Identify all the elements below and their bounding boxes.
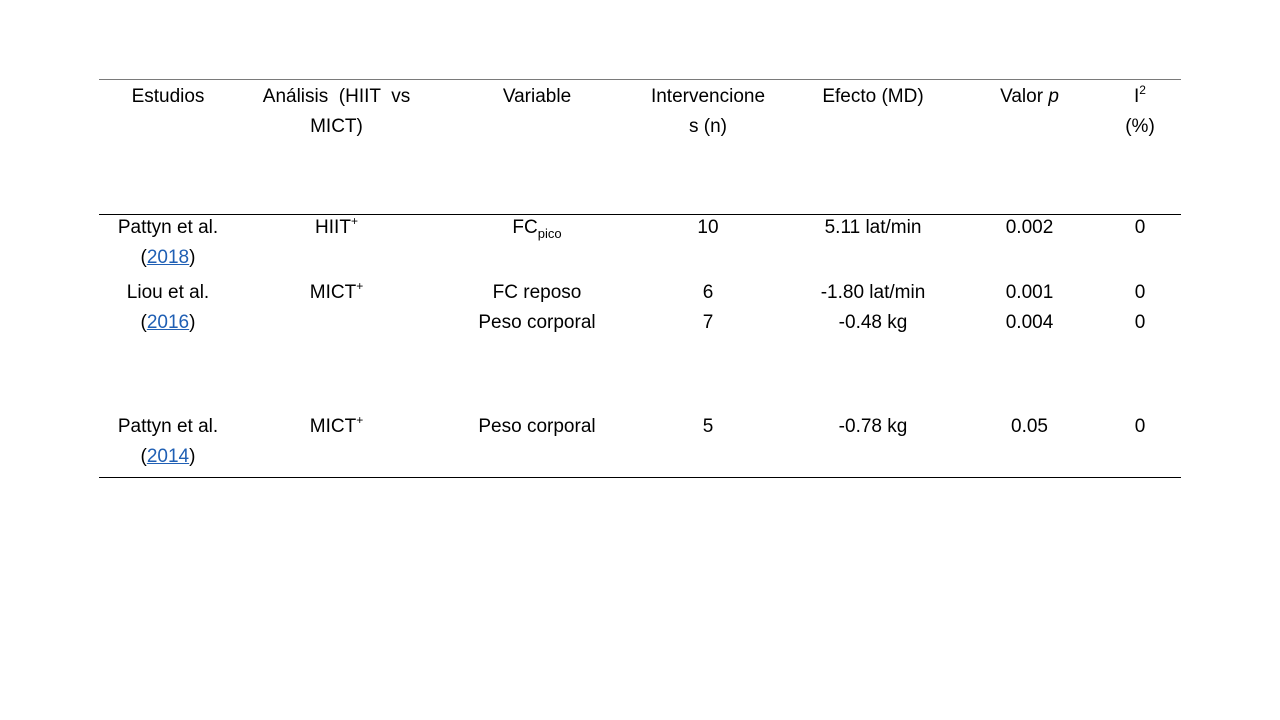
interventions-cell: 10 bbox=[697, 217, 719, 238]
variable-cell bbox=[457, 213, 617, 243]
i2-cell bbox=[1099, 278, 1181, 338]
header-variable: Variable bbox=[502, 86, 572, 107]
pvalue-cell bbox=[967, 278, 1092, 338]
pvalue-cell: 0.05 bbox=[1011, 416, 1048, 437]
analysis-label: MICT bbox=[309, 282, 357, 303]
header-pvalue-prefix: Valor bbox=[1000, 86, 1049, 107]
study-author: Pattyn et al. bbox=[117, 416, 219, 437]
study-cell bbox=[99, 412, 237, 472]
header-interventions-line2: s (n) bbox=[689, 116, 727, 137]
study-year: (2014) bbox=[140, 446, 196, 467]
header-pvalue bbox=[967, 82, 1092, 112]
i2-line2: 0 bbox=[1134, 312, 1146, 333]
effect-cell: 5.11 lat/min bbox=[824, 217, 922, 238]
study-author: Liou et al. bbox=[126, 282, 210, 303]
analysis-label: MICT bbox=[309, 416, 357, 437]
table-top-rule bbox=[99, 79, 1181, 80]
analysis-superscript: + bbox=[356, 413, 364, 427]
study-author: Pattyn et al. bbox=[117, 217, 219, 238]
header-pvalue-italic: p bbox=[1048, 86, 1059, 107]
variable-base: FC bbox=[512, 217, 538, 238]
i2-cell: 0 bbox=[1134, 217, 1146, 238]
study-year-link[interactable]: 2014 bbox=[146, 446, 190, 467]
variable-line1: FC reposo bbox=[492, 282, 582, 303]
effect-cell: -0.78 kg bbox=[838, 416, 908, 437]
analysis-superscript: + bbox=[356, 279, 364, 293]
interventions-line2: 7 bbox=[702, 312, 714, 333]
study-cell bbox=[99, 278, 237, 338]
header-analysis bbox=[249, 82, 424, 142]
pvalue-line2: 0.004 bbox=[1005, 312, 1054, 333]
i2-line1: 0 bbox=[1134, 282, 1146, 303]
header-i2-sup: 2 bbox=[1139, 83, 1146, 97]
i2-cell: 0 bbox=[1134, 416, 1146, 437]
variable-line2: Peso corporal bbox=[478, 312, 596, 333]
study-year: (2016) bbox=[140, 312, 196, 333]
header-i2-symbol bbox=[1099, 82, 1181, 112]
table-bottom-rule bbox=[99, 477, 1181, 478]
analysis-cell bbox=[249, 412, 424, 442]
study-year-link[interactable]: 2016 bbox=[146, 312, 190, 333]
study-year: (2018) bbox=[140, 247, 196, 268]
header-i2-unit: (%) bbox=[1125, 116, 1155, 137]
interventions-line1: 6 bbox=[702, 282, 714, 303]
variable-cell: Peso corporal bbox=[478, 416, 596, 437]
study-cell bbox=[99, 213, 237, 273]
header-effect: Efecto (MD) bbox=[822, 86, 924, 107]
header-i2-base: I bbox=[1134, 86, 1140, 107]
header-interventions-line1: Intervencione bbox=[650, 86, 766, 107]
study-year-link[interactable]: 2018 bbox=[146, 247, 190, 268]
analysis-cell bbox=[249, 213, 424, 243]
pvalue-cell: 0.002 bbox=[1005, 217, 1054, 238]
interventions-cell bbox=[634, 278, 782, 338]
variable-cell bbox=[457, 278, 617, 338]
analysis-cell bbox=[249, 278, 424, 308]
header-analysis-line2: MICT) bbox=[310, 116, 363, 137]
effect-cell bbox=[798, 278, 948, 338]
effect-line1: -1.80 lat/min bbox=[820, 282, 926, 303]
analysis-superscript: + bbox=[350, 214, 358, 228]
header-i2 bbox=[1099, 82, 1181, 142]
effect-line2: -0.48 kg bbox=[838, 312, 908, 333]
header-interventions bbox=[634, 82, 782, 142]
interventions-cell: 5 bbox=[702, 416, 714, 437]
pvalue-line1: 0.001 bbox=[1005, 282, 1054, 303]
header-studies: Estudios bbox=[131, 86, 205, 107]
analysis-label: HIIT bbox=[315, 217, 351, 238]
header-analysis-line1: Análisis (HIIT vs bbox=[262, 86, 411, 107]
variable-subscript: pico bbox=[537, 226, 562, 241]
